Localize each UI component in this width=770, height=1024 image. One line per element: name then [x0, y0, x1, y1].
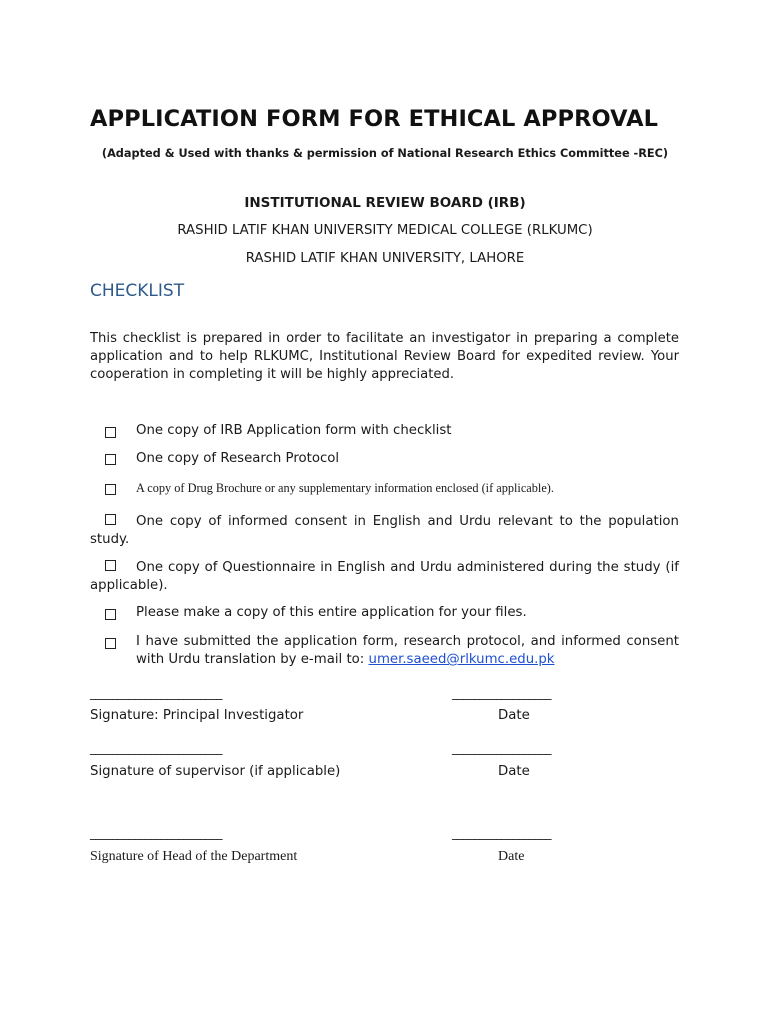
- checkbox-questionnaire[interactable]: [105, 560, 116, 571]
- signature-line: ________________________: [90, 741, 222, 755]
- checklist-item-label: I have submitted the application form, research protocol, and informed consent with Urdu translation by e-mail to:: [136, 634, 679, 667]
- form-title: APPLICATION FORM FOR ETHICAL APPROVAL: [90, 106, 659, 132]
- checkbox-research-protocol[interactable]: [105, 454, 116, 465]
- checkbox-copy-application[interactable]: [105, 609, 116, 620]
- signature-line: ________________________: [90, 826, 222, 840]
- checkbox-irb-form[interactable]: [105, 427, 116, 438]
- date-label: Date: [498, 708, 530, 723]
- checklist-item-label: One copy of Questionnaire in English and Urdu administered during the study (if applicable).: [90, 560, 679, 593]
- checkbox-submitted-email[interactable]: [105, 638, 116, 649]
- form-subtitle: (Adapted & Used with thanks & permission of National Research Ethics Committee -REC): [101, 147, 669, 160]
- checklist-item-label: One copy of informed consent in English and Urdu relevant to the population study.: [90, 514, 679, 547]
- checklist-item-label: Please make a copy of this entire application for your files.: [136, 605, 527, 620]
- date-label: Date: [498, 764, 530, 779]
- checklist-item-label: One copy of Research Protocol: [136, 451, 340, 466]
- checklist-heading: CHECKLIST: [90, 281, 185, 301]
- date-line: __________________: [452, 686, 551, 700]
- date-line: __________________: [452, 826, 551, 840]
- signature-label-hod: Signature of Head of the Department: [90, 849, 298, 864]
- date-label: Date: [498, 849, 525, 864]
- checklist-item-submission: [136, 633, 679, 669]
- checklist-item-consent: [90, 513, 679, 549]
- university-name: RASHID LATIF KHAN UNIVERSITY, LAHORE: [245, 251, 525, 266]
- board-name: INSTITUTIONAL REVIEW BOARD (IRB): [244, 195, 526, 211]
- checklist-item-label: One copy of IRB Application form with checklist: [136, 423, 452, 438]
- checkbox-informed-consent[interactable]: [105, 514, 116, 525]
- signature-label-supervisor: Signature of supervisor (if applicable): [90, 764, 341, 779]
- date-line: __________________: [452, 741, 551, 755]
- checklist-item-label: A copy of Drug Brochure or any supplementary information enclosed (if applicable).: [136, 481, 554, 495]
- college-name: RASHID LATIF KHAN UNIVERSITY MEDICAL COLLEGE (RLKUMC): [177, 223, 593, 238]
- checklist-item-questionnaire: [90, 559, 679, 595]
- signature-label-pi: Signature: Principal Investigator: [90, 708, 304, 723]
- signature-line: ________________________: [90, 686, 222, 700]
- checkbox-drug-brochure[interactable]: [105, 484, 116, 495]
- checklist-intro: This checklist is prepared in order to facilitate an investigator in preparing a complete application and to help RLKUMC, Institutional Review Board for expedited review. Your cooperation in completing it will be highly appreciated.: [90, 331, 679, 382]
- email-link[interactable]: umer.saeed@rlkumc.edu.pk: [368, 652, 555, 667]
